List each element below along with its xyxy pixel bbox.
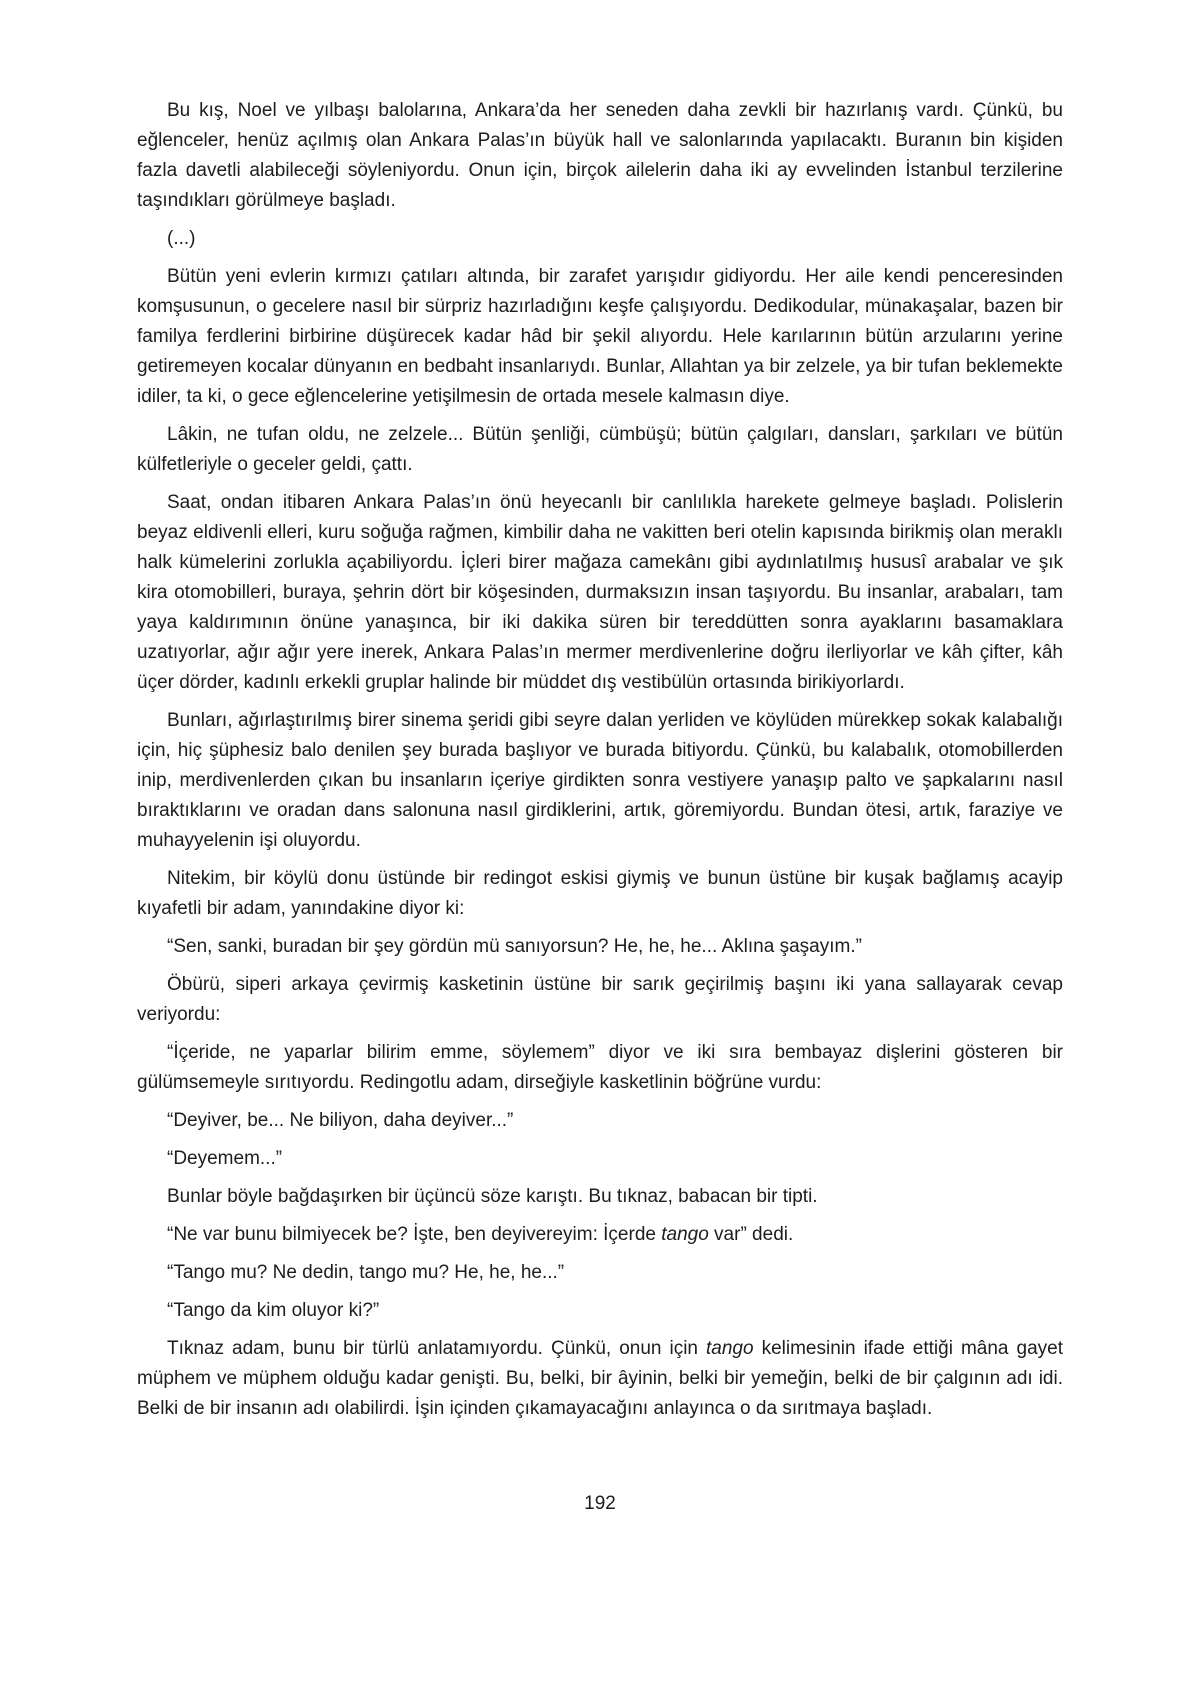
text-run: “İçeride, ne yaparlar bilirim emme, söylemem” diyor ve iki sıra bembayaz dişlerini gösteren bir gülümsemeyle sırıtıyordu. Redingotlu adam, dirseğiyle kasketlinin böğrüne vurdu: bbox=[137, 1042, 1063, 1093]
text-run: “Tango mu? Ne dedin, tango mu? He, he, he...” bbox=[167, 1262, 565, 1283]
page-number: 192 bbox=[584, 1493, 616, 1514]
text-run: kelimesinin ifade ettiği mâna gayet müphem ve müphem olduğu kadar genişti. Bu, belki, bir âyinin, belki bir yemeğin, belki de bir çalgının adı idi. Belki de bir insanın adı olabilirdi. İşin içinden çıkamayacağını anlayınca o da sırıtmaya başladı. bbox=[137, 1338, 1063, 1419]
text-run: Bu kış, Noel ve yılbaşı balolarına, Ankara’da her seneden daha zevkli bir hazırlanış vardı. Çünkü, bu eğlenceler, henüz açılmış olan Ankara Palas’ın büyük hall ve salonlarında yapılacaktı. Buranın bin kişiden fazla davetli alabileceği söyleniyordu. Onun için, birçok ailelerin daha iki ay evvelinden İstanbul terzilerine taşındıkları görülmeye başladı. bbox=[137, 100, 1063, 211]
text-block bbox=[137, 96, 1063, 1432]
paragraph bbox=[137, 1296, 1063, 1326]
paragraph bbox=[137, 706, 1063, 856]
italic-word: tango bbox=[706, 1338, 754, 1359]
paragraph bbox=[137, 1106, 1063, 1136]
paragraph bbox=[137, 1182, 1063, 1212]
paragraph bbox=[137, 970, 1063, 1030]
paragraph bbox=[137, 1258, 1063, 1288]
text-run: Tıknaz adam, bunu bir türlü anlatamıyordu. Çünkü, onun için bbox=[167, 1338, 707, 1359]
paragraph bbox=[137, 262, 1063, 412]
text-run: “Deyemem...” bbox=[167, 1148, 283, 1169]
text-run: “Tango da kim oluyor ki?” bbox=[167, 1300, 380, 1321]
text-run: Nitekim, bir köylü donu üstünde bir redingot eskisi giymiş ve bunun üstüne bir kuşak bağlamış acayip kıyafetli bir adam, yanındakine diyor ki: bbox=[137, 868, 1063, 919]
paragraph bbox=[137, 864, 1063, 924]
paragraph bbox=[137, 932, 1063, 962]
paragraph bbox=[137, 488, 1063, 698]
paragraph bbox=[137, 96, 1063, 216]
paragraph bbox=[137, 1220, 1063, 1250]
italic-word: tango bbox=[661, 1224, 709, 1245]
text-run: var” dedi. bbox=[708, 1224, 794, 1245]
text-run: Bütün yeni evlerin kırmızı çatıları altında, bir zarafet yarışıdır gidiyordu. Her aile kendi penceresinden komşusunun, o gecelere nasıl bir sürpriz hazırladığını keşfe çalışıyordu. Dedikodular, münakaşalar, bazen bir familya ferdlerini birbirine düşürecek kadar hâd bir şekil alıyordu. Hele karılarının bütün arzularını yerine getiremeyen kocalar dünyanın en bedbaht insanlarıydı. Bunlar, Allahtan ya bir zelzele, ya bir tufan beklemekte idiler, ta ki, o gece eğlencelerine yetişilmesin de ortada mesele kalmasın diye. bbox=[137, 266, 1063, 407]
paragraph bbox=[137, 224, 1063, 254]
text-run: “Sen, sanki, buradan bir şey gördün mü sanıyorsun? He, he, he... Aklına şaşayım.” bbox=[167, 936, 862, 957]
text-run: “Deyiver, be... Ne biliyon, daha deyiver...” bbox=[167, 1110, 514, 1131]
paragraph bbox=[137, 1144, 1063, 1174]
text-run: “Ne var bunu bilmiyecek be? İşte, ben deyivereyim: İçerde bbox=[167, 1224, 662, 1245]
paragraph bbox=[137, 1038, 1063, 1098]
text-run: (...) bbox=[167, 228, 196, 249]
paragraph bbox=[137, 420, 1063, 480]
text-run: Lâkin, ne tufan oldu, ne zelzele... Bütün şenliği, cümbüşü; bütün çalgıları, dansları, şarkıları ve bütün külfetleriyle o geceler geldi, çattı. bbox=[137, 424, 1063, 475]
text-run: Öbürü, siperi arkaya çevirmiş kasketinin üstüne bir sarık geçirilmiş başını iki yana sallayarak cevap veriyordu: bbox=[137, 974, 1063, 1025]
text-run: Bunlar böyle bağdaşırken bir üçüncü söze karıştı. Bu tıknaz, babacan bir tipti. bbox=[167, 1186, 818, 1207]
text-run: Bunları, ağırlaştırılmış birer sinema şeridi gibi seyre dalan yerliden ve köylüden mürekkep sokak kalabalığı için, hiç şüphesiz balo denilen şey burada başlıyor ve burada bitiyordu. Çünkü, bu kalabalık, otomobillerden inip, merdivenlerden çıkan bu insanların içeriye girdikten sonra vestiyere yanaşıp palto ve şapkalarını nasıl bıraktıklarını ve oradan dans salonuna nasıl girdiklerini, artık, göremiyordu. Bundan ötesi, artık, faraziye ve muhayyelenin işi oluyordu. bbox=[137, 710, 1063, 851]
text-run: Saat, ondan itibaren Ankara Palas’ın önü heyecanlı bir canlılıkla harekete gelmeye başladı. Polislerin beyaz eldivenli elleri, kuru soğuğa rağmen, kimbilir daha ne vakitten beri otelin kapısında birikmiş olan meraklı halk kümelerini zorlukla açabiliyordu. İçleri birer mağaza camekânı gibi aydınlatılmış hususî arabalar ve şık kira otomobilleri, buraya, şehrin dört bir köşesinden, durmaksızın insan taşıyordu. Bu insanlar, arabaları, tam yaya kaldırımının önüne yanaşınca, bir iki dakika süren bir tereddütten sonra ayaklarını basamaklara uzatıyorlar, ağır ağır yere inerek, Ankara Palas’ın mermer merdivenlerine doğru ilerliyorlar ve kâh çifter, kâh üçer dörder, kadınlı erkekli gruplar halinde bir müddet dış vestibülün ortasında birikiyorlardı. bbox=[137, 492, 1063, 693]
paragraph bbox=[137, 1334, 1063, 1424]
